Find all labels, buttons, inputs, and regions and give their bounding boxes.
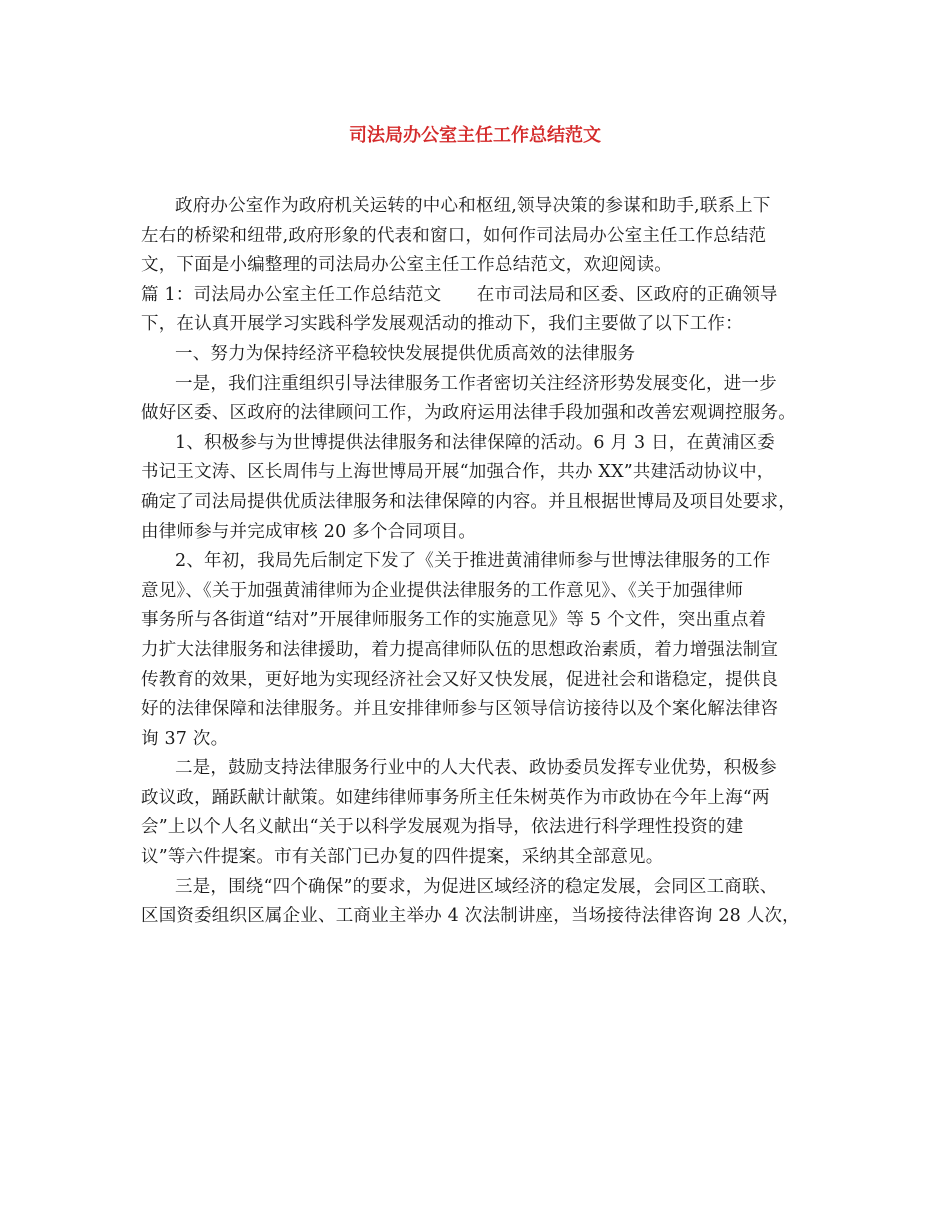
text-line: 1、积极参与为世博提供法律服务和法律保障的活动。6 月 3 日，在黄浦区委 bbox=[175, 432, 775, 453]
text-line: 二是，鼓励支持法律服务行业中的人大代表、政协委员发挥专业优势，积极参 bbox=[175, 758, 777, 779]
text-line: 区国资委组织区属企业、工商业主举办 4 次法制讲座，当场接待法律咨询 28 人次， bbox=[141, 906, 800, 927]
text-line: 政议政，踊跃献计献策。如建纬律师事务所主任朱树英作为市政协在今年上海“两 bbox=[141, 787, 770, 808]
text-line: 文，下面是小编整理的司法局办公室主任工作总结范文，欢迎阅读。 bbox=[141, 255, 672, 276]
text-line: 好的法律保障和法律服务。并且安排律师参与区领导信访接待以及个案化解法律咨 bbox=[141, 699, 779, 720]
text-line: 确定了司法局提供优质法律服务和法律保障的内容。并且根据世博局及项目处要求， bbox=[141, 491, 796, 512]
text-line: 意见》、《关于加强黄浦律师为企业提供法律服务的工作意见》、《关于加强律师 bbox=[141, 580, 744, 601]
text-line: 三是，围绕“四个确保”的要求，为促进区域经济的稳定发展，会同区工商联、 bbox=[175, 876, 778, 897]
text-line: 询 37 次。 bbox=[141, 728, 229, 749]
text-line: 2、年初，我局先后制定下发了《关于推进黄浦律师参与世博法律服务的工作 bbox=[175, 551, 771, 572]
text-line: 由律师参与并完成审核 20 多个合同项目。 bbox=[141, 521, 477, 542]
text-line: 传教育的效果，更好地为实现经济社会又好又快发展，促进社会和谐稳定，提供良 bbox=[141, 669, 779, 690]
text-line: 议”等六件提案。市有关部门已办复的四件提案，采纳其全部意见。 bbox=[141, 847, 664, 868]
text-line: 左右的桥梁和纽带,政府形象的代表和窗口，如何作司法局办公室主任工作总结范 bbox=[141, 225, 767, 246]
document-body bbox=[141, 192, 821, 932]
text-line: 做好区委、区政府的法律顾问工作，为政府运用法律手段加强和改善宏观调控服务。 bbox=[141, 403, 796, 424]
text-line: 一是，我们注重组织引导法律服务工作者密切关注经济形势发展变化，进一步 bbox=[175, 373, 777, 394]
text-line: 政府办公室作为政府机关运转的中心和枢纽,领导决策的参谋和助手,联系上下 bbox=[175, 196, 771, 216]
text-line: 力扩大法律服务和法律援助，着力提高律师队伍的思想政治素质，着力增强法制宣 bbox=[141, 639, 779, 660]
document-title: 司法局办公室主任工作总结范文 bbox=[349, 125, 601, 146]
text-line: 会”上以个人名义献出“关于以科学发展观为指导，依法进行科学理性投资的建 bbox=[141, 817, 744, 838]
text-line: 一、努力为保持经济平稳较快发展提供优质高效的法律服务 bbox=[175, 343, 636, 364]
text-line: 下，在认真开展学习实践科学发展观活动的推动下，我们主要做了以下工作： bbox=[141, 314, 743, 335]
text-line: 书记王文涛、区长周伟与上海世博局开展“加强合作，共办 XX”共建活动协议中， bbox=[141, 462, 775, 483]
text-line: 事务所与各街道“结对”开展律师服务工作的实施意见》等 5 个文件，突出重点着 bbox=[141, 610, 767, 631]
text-line: 篇 1：司法局办公室主任工作总结范文 在市司法局和区委、区政府的正确领导 bbox=[141, 284, 778, 305]
